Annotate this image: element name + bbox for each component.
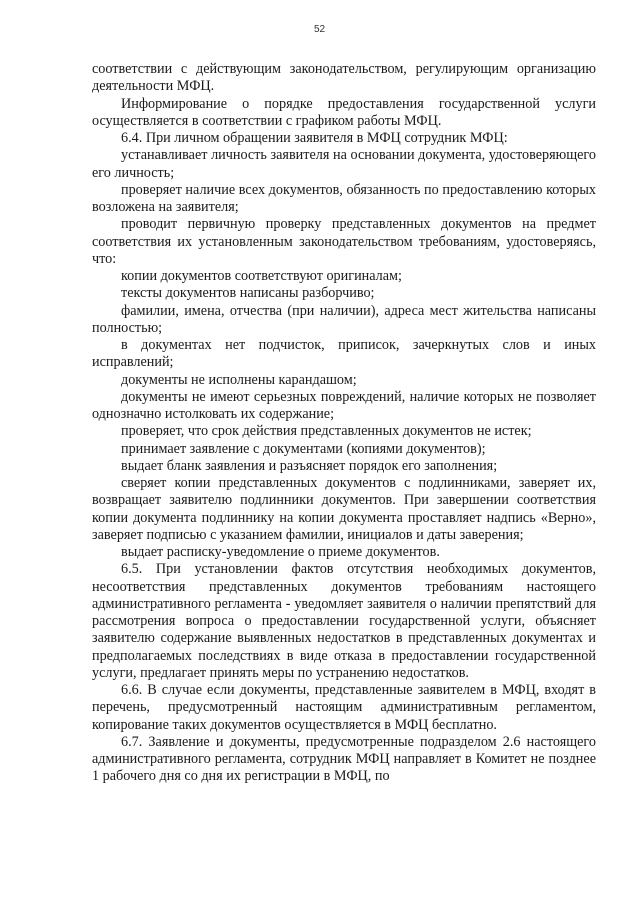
paragraph-informing-schedule: Информирование о порядке предоставления государственной услуги осуществляется в соответствии с графиком работы МФЦ. [92,95,596,129]
paragraph-6-4: 6.4. При личном обращении заявителя в МФЦ сотрудник МФЦ: [121,130,508,146]
paragraph-continuation: соответствии с действующим законодательством, регулирующим организацию деятельности МФЦ. [92,61,596,95]
paragraph-no-corrections: в документах нет подчисток, приписок, зачеркнутых слов и иных исправлений; [92,337,596,371]
paragraph-legible: тексты документов написаны разборчиво; [121,285,375,302]
paragraph-issue-form: выдает бланк заявления и разъясняет порядок его заполнения; [121,457,498,474]
paragraph-no-damage: документы не имеют серьезных повреждений, наличие которых не позволяет однозначно истолковать их содержание; [92,388,596,422]
paragraph-validity: проверяет, что срок действия представленных документов не истек; [121,423,532,440]
paragraph-6-5: 6.5. При установлении фактов отсутствия необходимых документов, несоответствия представленных документов требованиям настоящего административного регламента - уведомляет заявителя о наличии препятствий для рассмотрения вопроса о предоставлении государственной услуги, объясняет заявителю содержание выявленных недостатков в представленных документах и предполагаемых последствиях в виде отказа в предоставлении государственной услуги, предлагает принять меры по устранению недостатков. [92,561,596,681]
paragraph-check-documents: проверяет наличие всех документов, обязанность по предоставлению которых возложена на заявителя; [92,181,596,215]
body-text [92,61,596,786]
paragraph-primary-check: проводит первичную проверку представленных документов на предмет соответствия их установленным законодательством требованиям, удостоверяясь, что: [92,216,596,267]
paragraph-full-names: фамилии, имена, отчества (при наличии), адреса мест жительства написаны полностью; [92,302,596,336]
paragraph-receipt: выдает расписку-уведомление о приеме документов. [121,544,440,560]
paragraph-verify-copies: сверяет копии представленных документов с подлинниками, заверяет их, возвращает заявителю подлинники документов. При завершении соответствия копии документа подлиннику на копии документа проставляет надпись «Верно», заверяет подписью с указанием фамилии, инициалов и даты заверения; [92,475,596,543]
paragraph-identity: устанавливает личность заявителя на основании документа, удостоверяющего его личность; [92,147,596,181]
page-number: 52 [313,24,326,35]
paragraph-no-pencil: документы не исполнены карандашом; [121,371,357,388]
paragraph-accept-application: принимает заявление с документами (копиями документов); [121,440,486,457]
paragraph-6-6: 6.6. В случае если документы, представленные заявителем в МФЦ, входят в перечень, предусмотренный настоящим административным регламентом, копирование таких документов осуществляется в МФЦ бесплатно. [92,682,596,733]
paragraph-6-7: 6.7. Заявление и документы, предусмотренные подразделом 2.6 настоящего административного регламента, сотрудник МФЦ направляет в Комитет не позднее 1 рабочего дня со дня их регистрации в МФЦ, по [92,733,596,785]
paragraph-copies-match: копии документов соответствуют оригиналам; [121,268,402,284]
